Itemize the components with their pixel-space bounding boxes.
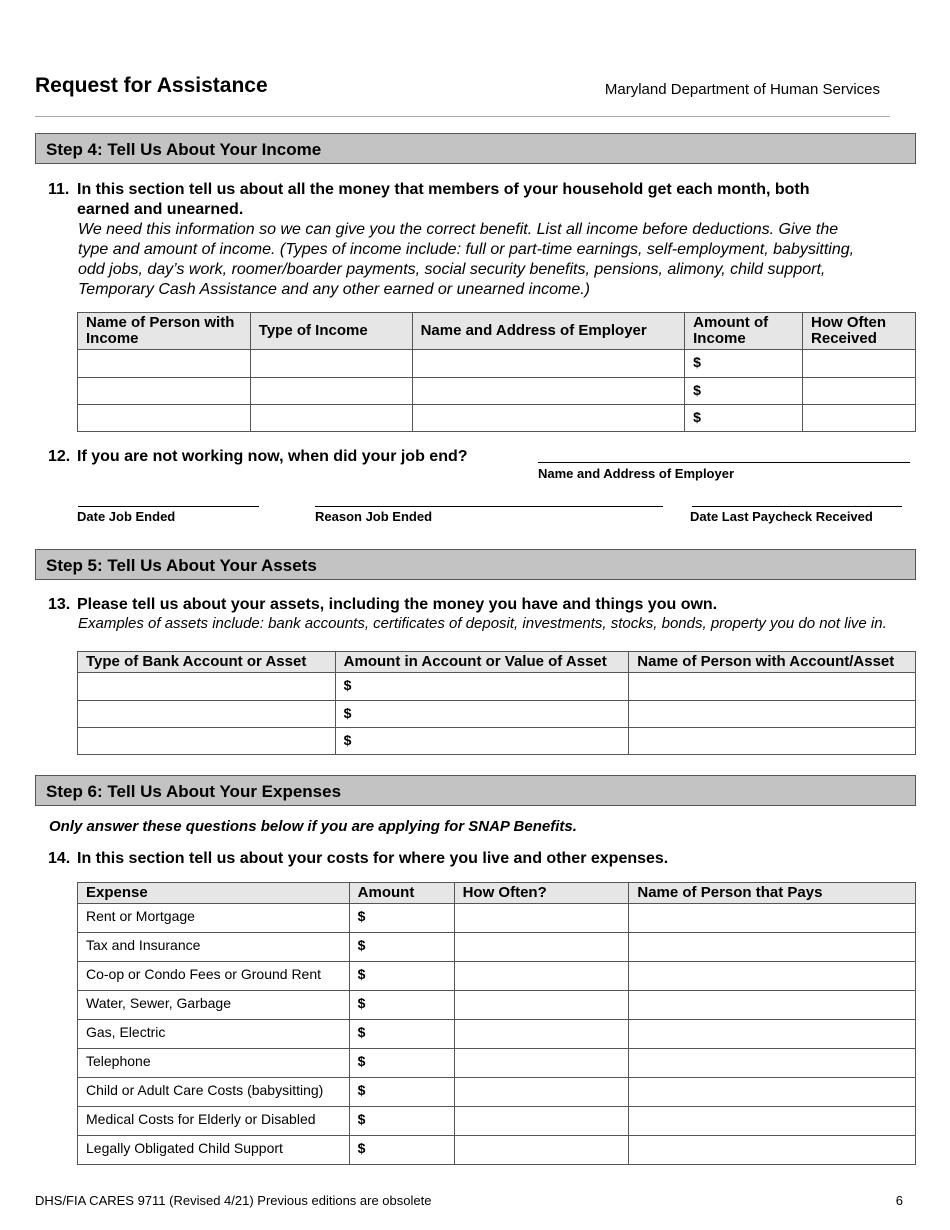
question-13-text: Please tell us about your assets, including the money you have and things you own.	[77, 596, 718, 613]
date-ended-label: Date Job Ended	[77, 509, 176, 524]
date-ended-line[interactable]	[78, 506, 259, 507]
question-13-number: 13.	[48, 596, 71, 613]
expense-frequency-cell[interactable]	[454, 991, 629, 1020]
question-13-instructions: Examples of assets include: bank accounts, certificates of deposit, investments, stocks, bonds, property you do not live in.	[78, 615, 887, 632]
assets-table	[77, 651, 916, 755]
asset-amount-cell[interactable]: $	[335, 673, 629, 701]
expense-amount-cell[interactable]: $	[349, 1107, 454, 1136]
question-13	[48, 596, 717, 614]
asset-type-cell[interactable]	[78, 701, 336, 728]
table-header-row	[78, 313, 916, 350]
column-header: Type of Bank Account or Asset	[78, 652, 336, 673]
expense-payer-cell[interactable]	[629, 1107, 916, 1136]
expense-table	[77, 882, 916, 1165]
amount-cell[interactable]: $	[685, 378, 803, 405]
asset-amount-cell[interactable]: $	[335, 701, 629, 728]
expense-payer-cell[interactable]	[629, 933, 916, 962]
column-header: Name of Person that Pays	[629, 883, 916, 904]
expense-frequency-cell[interactable]	[454, 1078, 629, 1107]
column-header: Amount of Income	[685, 313, 803, 350]
instruction-line: odd jobs, day’s work, roomer/boarder payments, social security benefits, pensions, alimony, child support,	[78, 261, 826, 278]
step6-title: Step 6: Tell Us About Your Expenses	[46, 782, 342, 801]
employer-cell[interactable]	[412, 378, 685, 405]
table-row	[78, 701, 916, 728]
column-header: Amount in Account or Value of Asset	[335, 652, 629, 673]
question-14-number: 14.	[48, 850, 71, 867]
expense-amount-cell[interactable]: $	[349, 962, 454, 991]
document-title: Request for Assistance	[35, 74, 268, 97]
step5-title: Step 5: Tell Us About Your Assets	[46, 556, 317, 575]
instruction-line: Temporary Cash Assistance and any other earned or unearned income.)	[78, 281, 590, 298]
table-row	[78, 962, 916, 991]
table-row	[78, 933, 916, 962]
asset-owner-cell[interactable]	[629, 701, 916, 728]
expense-amount-cell[interactable]: $	[349, 1020, 454, 1049]
column-header: Expense	[78, 883, 350, 904]
expense-frequency-cell[interactable]	[454, 1136, 629, 1165]
instruction-line: We need this information so we can give you the correct benefit. List all income before deductions. Give the	[78, 221, 839, 238]
name-cell[interactable]	[78, 405, 251, 432]
expense-payer-cell[interactable]	[629, 1078, 916, 1107]
expense-payer-cell[interactable]	[629, 904, 916, 933]
column-header: Name of Person with Income	[78, 313, 251, 350]
form-revision: DHS/FIA CARES 9711 (Revised 4/21) Previous editions are obsolete	[35, 1193, 432, 1208]
expense-payer-cell[interactable]	[629, 1020, 916, 1049]
asset-type-cell[interactable]	[78, 728, 336, 755]
asset-type-cell[interactable]	[78, 673, 336, 701]
employer-label: Name and Address of Employer	[538, 466, 735, 481]
frequency-cell[interactable]	[803, 378, 916, 405]
expense-amount-cell[interactable]: $	[349, 1078, 454, 1107]
expense-amount-cell[interactable]: $	[349, 1049, 454, 1078]
expense-payer-cell[interactable]	[629, 962, 916, 991]
table-row	[78, 1078, 916, 1107]
table-row	[78, 728, 916, 755]
question-11	[48, 181, 810, 199]
expense-label: Gas, Electric	[78, 1020, 350, 1049]
question-14-text: In this section tell us about your costs for where you live and other expenses.	[77, 850, 669, 867]
expense-amount-cell[interactable]: $	[349, 1136, 454, 1165]
expense-frequency-cell[interactable]	[454, 1049, 629, 1078]
type-cell[interactable]	[250, 378, 412, 405]
column-header: Name and Address of Employer	[412, 313, 685, 350]
agency-name: Maryland Department of Human Services	[604, 81, 880, 98]
type-cell[interactable]	[250, 405, 412, 432]
table-row	[78, 673, 916, 701]
column-header: How Often?	[454, 883, 629, 904]
employer-cell[interactable]	[412, 350, 685, 378]
question-11-line2: earned and unearned.	[77, 201, 244, 218]
last-paycheck-label: Date Last Paycheck Received	[690, 509, 873, 524]
expense-frequency-cell[interactable]	[454, 933, 629, 962]
amount-cell[interactable]: $	[685, 350, 803, 378]
name-cell[interactable]	[78, 378, 251, 405]
question-14	[48, 850, 668, 868]
column-header: Name of Person with Account/Asset	[629, 652, 916, 673]
header-divider	[35, 116, 890, 117]
table-row	[78, 1049, 916, 1078]
table-row	[78, 350, 916, 378]
reason-label: Reason Job Ended	[315, 509, 433, 524]
column-header: Amount	[349, 883, 454, 904]
expense-label: Child or Adult Care Costs (babysitting)	[78, 1078, 350, 1107]
step4-title: Step 4: Tell Us About Your Income	[46, 140, 322, 159]
asset-owner-cell[interactable]	[629, 728, 916, 755]
question-11-line1: In this section tell us about all the money that members of your household get each month, both	[77, 181, 810, 198]
employer-line[interactable]	[538, 462, 910, 463]
expense-frequency-cell[interactable]	[454, 1020, 629, 1049]
table-row	[78, 378, 916, 405]
frequency-cell[interactable]	[803, 350, 916, 378]
expense-amount-cell[interactable]: $	[349, 904, 454, 933]
page-header	[35, 74, 880, 104]
expense-amount-cell[interactable]: $	[349, 933, 454, 962]
income-table	[77, 312, 916, 432]
table-row	[78, 1107, 916, 1136]
page-number: 6	[895, 1193, 903, 1208]
amount-cell[interactable]: $	[685, 405, 803, 432]
expense-label: Co-op or Condo Fees or Ground Rent	[78, 962, 350, 991]
step5-header	[35, 549, 916, 580]
reason-line[interactable]	[315, 506, 663, 507]
snap-note: Only answer these questions below if you are applying for SNAP Benefits.	[49, 818, 577, 835]
employer-cell[interactable]	[412, 405, 685, 432]
question-12	[48, 448, 468, 466]
type-cell[interactable]	[250, 350, 412, 378]
expense-frequency-cell[interactable]	[454, 1107, 629, 1136]
step4-header	[35, 133, 916, 164]
expense-frequency-cell[interactable]	[454, 904, 629, 933]
expense-label: Medical Costs for Elderly or Disabled	[78, 1107, 350, 1136]
expense-label: Telephone	[78, 1049, 350, 1078]
table-header-row	[78, 652, 916, 673]
table-row	[78, 1020, 916, 1049]
table-row	[78, 904, 916, 933]
table-row	[78, 991, 916, 1020]
expense-amount-cell[interactable]: $	[349, 991, 454, 1020]
column-header: How Often Received	[803, 313, 916, 350]
step6-header	[35, 775, 916, 806]
column-header: Type of Income	[250, 313, 412, 350]
expense-payer-cell[interactable]	[629, 991, 916, 1020]
question-12-text: If you are not working now, when did your job end?	[77, 448, 468, 465]
expense-label: Legally Obligated Child Support	[78, 1136, 350, 1165]
frequency-cell[interactable]	[803, 405, 916, 432]
question-12-number: 12.	[48, 448, 71, 465]
question-11-instructions	[78, 220, 854, 300]
table-row	[78, 405, 916, 432]
table-row	[78, 1136, 916, 1165]
expense-label: Tax and Insurance	[78, 933, 350, 962]
asset-amount-cell[interactable]: $	[335, 728, 629, 755]
instruction-line: type and amount of income. (Types of income include: full or part-time earnings, self-employment, babysitting,	[78, 241, 855, 258]
expense-payer-cell[interactable]	[629, 1049, 916, 1078]
table-header-row	[78, 883, 916, 904]
name-cell[interactable]	[78, 350, 251, 378]
asset-owner-cell[interactable]	[629, 673, 916, 701]
expense-frequency-cell[interactable]	[454, 962, 629, 991]
expense-label: Rent or Mortgage	[78, 904, 350, 933]
expense-label: Water, Sewer, Garbage	[78, 991, 350, 1020]
question-11-number: 11.	[48, 181, 70, 198]
expense-payer-cell[interactable]	[629, 1136, 916, 1165]
last-paycheck-line[interactable]	[692, 506, 902, 507]
